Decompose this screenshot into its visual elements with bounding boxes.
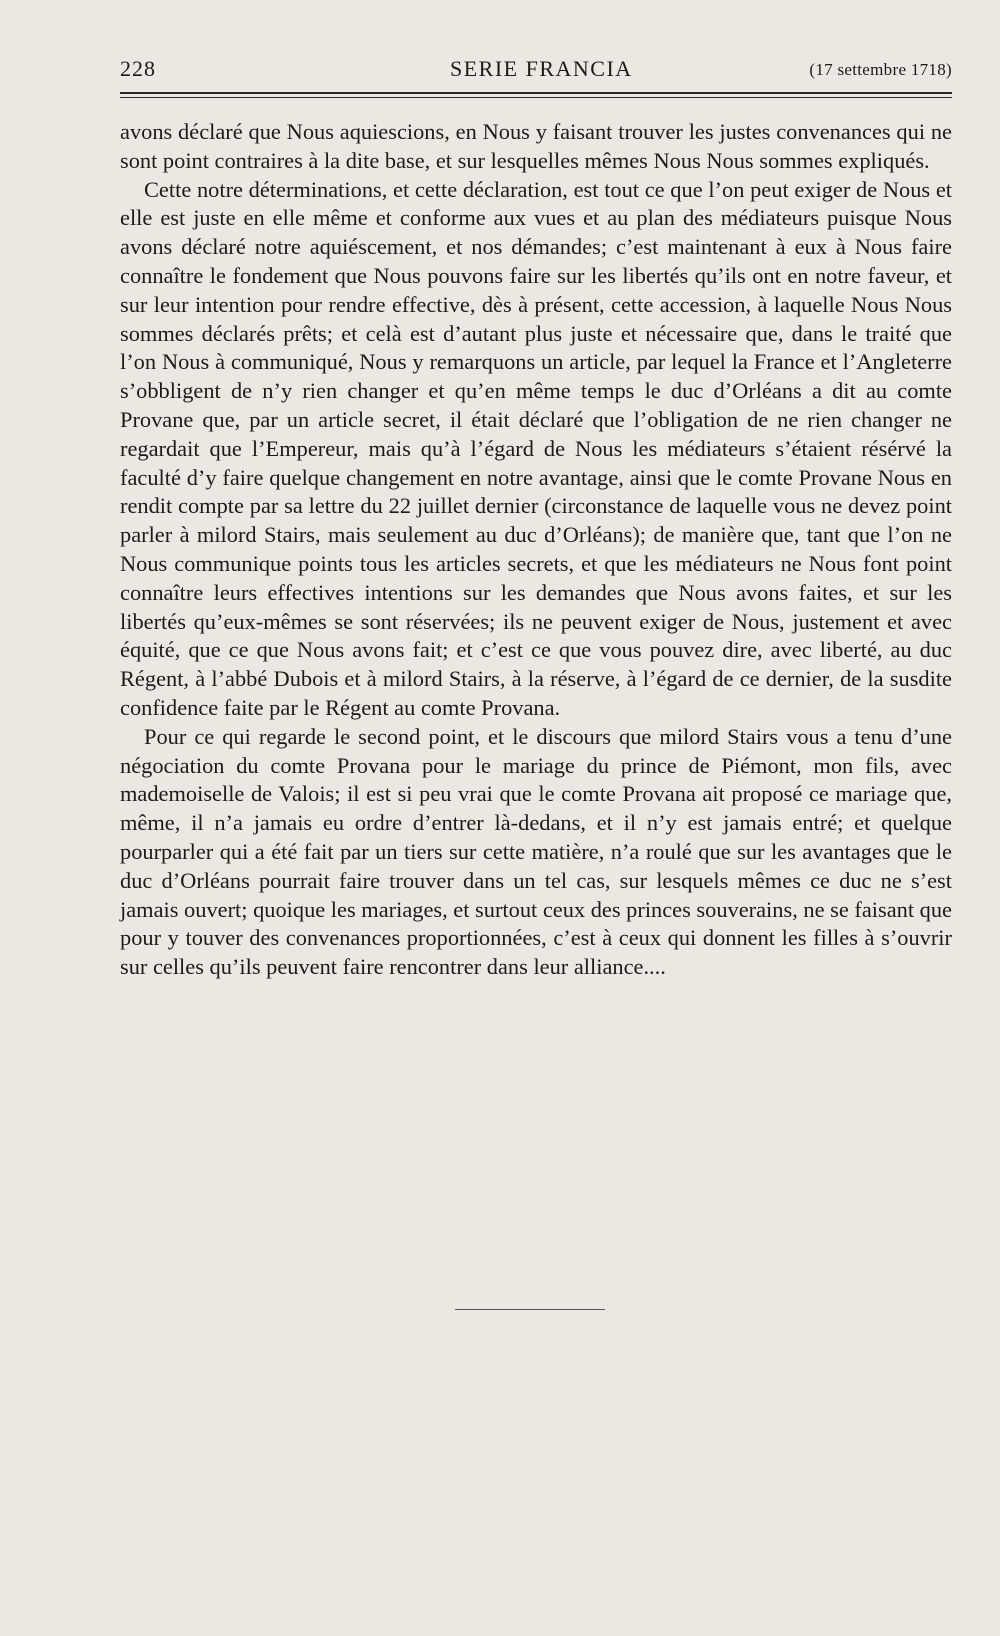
header-date: (17 settembre 1718) bbox=[809, 60, 952, 79]
body-text bbox=[120, 118, 952, 982]
footnote-rule bbox=[455, 1309, 605, 1310]
paragraph: Pour ce qui regarde le second point, et le discours que milord Stairs vous a tenu d’une négociation du comte Provana pour le mariage du prince de Piémont, mon fils, avec mademoiselle de Valois; il est si peu vrai que le comte Provana ait proposé ce mariage que, même, il n’a jamais eu ordre d’entrer là-dedans, et il n’y est jamais entré; et quelque pourparler qui a été fait par un tiers sur cette matière, n’a roulé que sur les avantages que le duc d’Orléans pourrait faire trouver dans un tel cas, sur lesquels mêmes ce duc ne s’est jamais ouvert; quoique les mariages, et surtout ceux des princes souverains, ne se faisant que pour y touver des convenances proportionnées, c’est à ceux qui donnent les filles à s’ouvrir sur celles qu’ils peuvent faire rencontrer dans leur alliance.... bbox=[120, 723, 952, 980]
paragraph-continuation: avons déclaré que Nous aquiescions, en Nous y faisant trouver les justes convenances qui ne sont point contraires à la dite base, et sur lesquelles mêmes Nous Nous sommes expliqués. bbox=[120, 119, 952, 173]
series-title: SERIE FRANCIA bbox=[450, 56, 633, 81]
header-rule-thin bbox=[120, 97, 952, 98]
page-header bbox=[120, 52, 952, 86]
header-rule bbox=[120, 92, 952, 94]
page-number: 228 bbox=[120, 56, 156, 81]
paragraph: Cette notre déterminations, et cette déclaration, est tout ce que l’on peut exiger de Nous et elle est juste en elle même et conforme aux vues et au plan des médiateurs puisque Nous avons déclaré notre aquiéscement, et nos démandes; c’est maintenant à eux à Nous faire connaître le fondement que Nous pouvons faire sur les libertés qu’ils ont en notre faveur, et sur leur intention pour rendre effective, dès à présent, cette accession, à laquelle Nous Nous sommes déclarés prêts; et celà est d’autant plus juste et nécessaire que, dans le traité que l’on Nous à communiqué, Nous y remarquons un article, par lequel la France et l’Angleterre s’obbligent de n’y rien changer et qu’en même temps le duc d’Orléans a dit au comte Provane que, par un article secret, il était déclaré que l’obligation de ne rien changer ne regardait que l’Empereur, mais qu’à l’égard de Nous les médiateurs s’étaient résérvé la faculté d’y faire quelque changement en notre avantage, ainsi que le comte Provane Nous en rendit compte par sa lettre du 22 juillet dernier (circonstance de laquelle vous ne devez point parler à milord Stairs, mais seulement au duc d’Orléans); de manière que, tant que l’on ne Nous communique points tous les articles secrets, et que les médiateurs ne Nous font point connaître leurs effectives intentions sur les demandes que Nous avons faites, et sur les libertés qu’eux-mêmes se sont réservées; ils ne peuvent exiger de Nous, justement et avec équité, que ce que Nous avons fait; et c’est ce que vous pouvez dire, avec liberté, au duc Régent, à l’abbé Dubois et à milord Stairs, à la réserve, à l’égard de ce dernier, de la susdite confidence faite par le Régent au comte Provana. bbox=[120, 176, 952, 720]
